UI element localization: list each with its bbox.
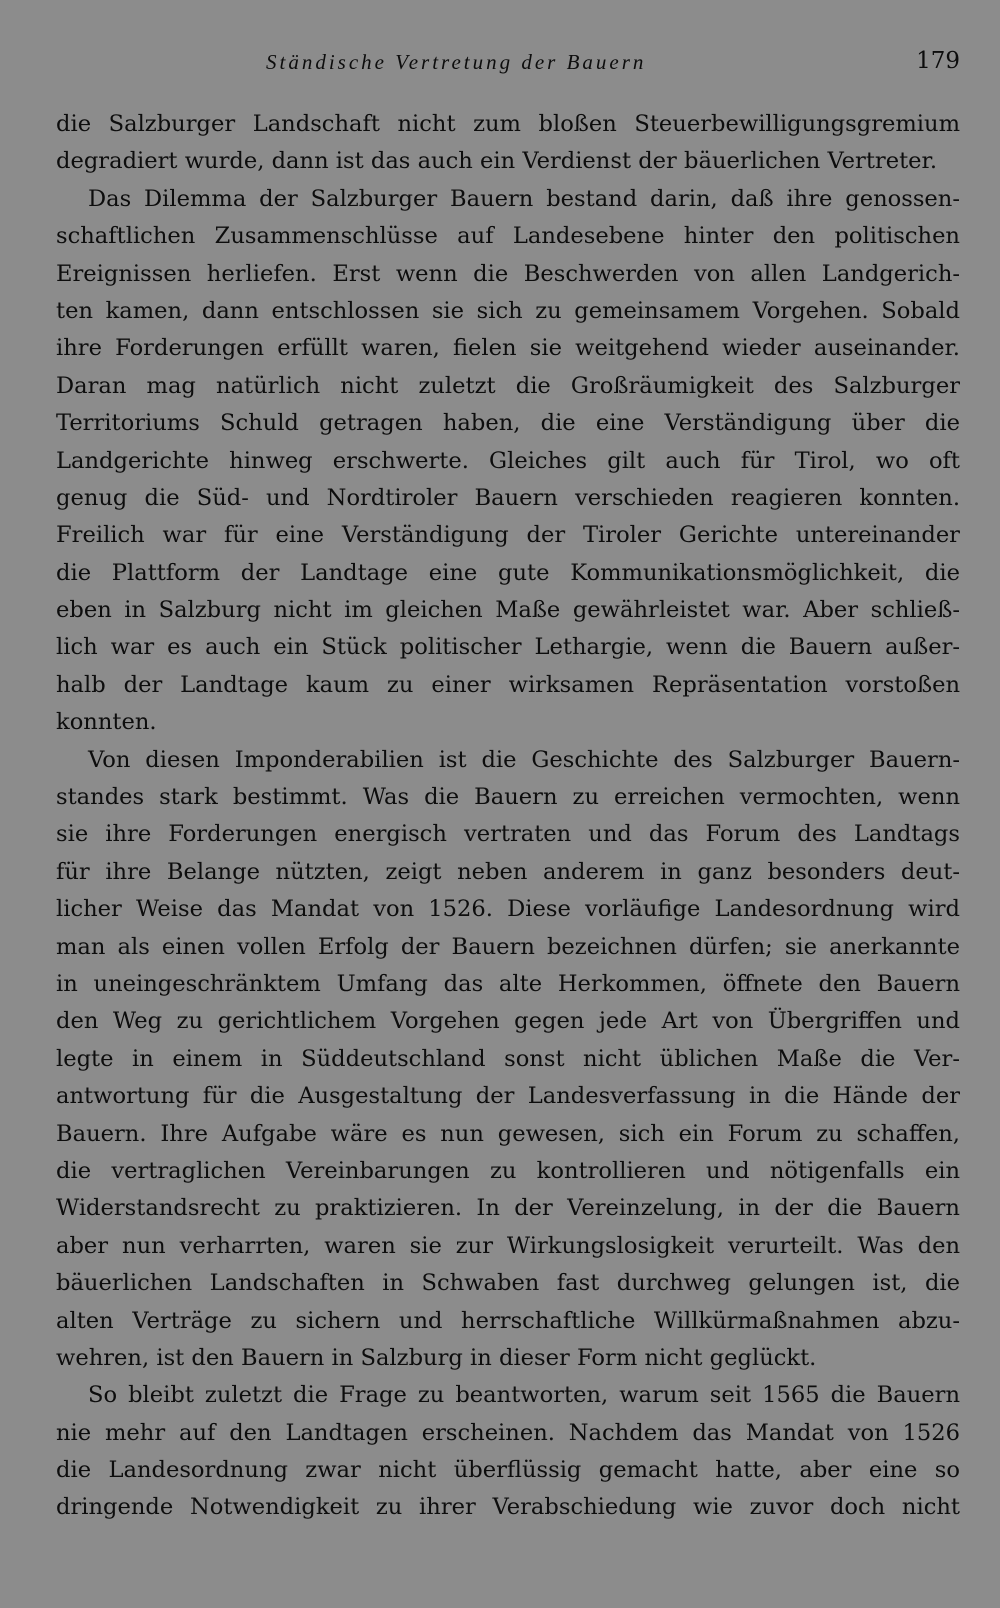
text-line: schaftlichen Zusammenschlüsse auf Landesebene hinter den politischen xyxy=(56,223,960,250)
text-line: Bauern. Ihre Aufgabe wäre es nun gewesen, sich ein Forum zu schaffen, xyxy=(56,1120,960,1147)
running-header xyxy=(56,46,962,86)
text-line: für ihre Belange nützten, zeigt neben anderem in ganz besonders deut- xyxy=(56,858,960,885)
text-line: wehren, ist den Bauern in Salzburg in dieser Form nicht geglückt. xyxy=(56,1344,817,1371)
text-line: Widerstandsrecht zu praktizieren. In der Vereinzelung, in der die Bauern xyxy=(56,1195,960,1222)
text-line: Freilich war für eine Verständigung der Tiroler Gerichte untereinander xyxy=(56,522,960,549)
text-line: aber nun verharrten, waren sie zur Wirkungslosigkeit verurteilt. Was den xyxy=(56,1232,960,1259)
paragraph xyxy=(56,106,960,181)
text-line: Daran mag natürlich nicht zuletzt die Großräumigkeit des Salzburger xyxy=(56,372,960,399)
paragraph xyxy=(56,742,960,1378)
text-line: standes stark bestimmt. Was die Bauern zu erreichen vermochten, wenn xyxy=(56,784,960,811)
text-line: legte in einem in Süddeutschland sonst nicht üblichen Maße die Ver- xyxy=(56,1045,960,1072)
text-line: ten kamen, dann entschlossen sie sich zu gemeinsamem Vorgehen. Sobald xyxy=(56,297,960,324)
text-line: bäuerlichen Landschaften in Schwaben fast durchweg gelungen ist, die xyxy=(56,1270,960,1297)
text-line: lich war es auch ein Stück politischer Lethargie, wenn die Bauern außer- xyxy=(56,634,960,661)
text-line: licher Weise das Mandat von 1526. Diese vorläufige Landesordnung wird xyxy=(56,896,960,923)
paragraph xyxy=(56,1377,960,1527)
text-line: sie ihre Forderungen energisch vertraten und das Forum des Landtags xyxy=(56,821,960,848)
text-line: Das Dilemma der Salzburger Bauern bestand darin, daß ihre genossen- xyxy=(88,185,960,212)
running-title: Ständische Vertretung der Bauern xyxy=(266,50,647,74)
text-line: So bleibt zuletzt die Frage zu beantworten, warum seit 1565 die Bauern xyxy=(88,1382,960,1409)
text-line: alten Verträge zu sichern und herrschaftliche Willkürmaßnahmen abzu- xyxy=(56,1307,960,1334)
text-line: die Landesordnung zwar nicht überflüssig gemacht hatte, aber eine so xyxy=(56,1457,960,1484)
text-line: konnten. xyxy=(56,709,157,736)
page-number: 179 xyxy=(916,48,960,74)
text-line: den Weg zu gerichtlichem Vorgehen gegen jede Art von Übergriffen und xyxy=(56,1008,960,1035)
text-line: die vertraglichen Vereinbarungen zu kontrollieren und nötigenfalls ein xyxy=(56,1157,960,1184)
text-line: Von diesen Imponderabilien ist die Geschichte des Salzburger Bauern- xyxy=(88,746,960,773)
text-line: eben in Salzburg nicht im gleichen Maße gewährleistet war. Aber schließ- xyxy=(56,597,960,624)
paragraph xyxy=(56,181,960,742)
text-line: dringende Notwendigkeit zu ihrer Verabschiedung wie zuvor doch nicht xyxy=(56,1494,960,1521)
text-line: antwortung für die Ausgestaltung der Landesverfassung in die Hände der xyxy=(56,1083,960,1110)
text-line: genug die Süd- und Nordtiroler Bauern verschieden reagieren konnten. xyxy=(56,484,960,511)
text-line: in uneingeschränktem Umfang das alte Herkommen, öffnete den Bauern xyxy=(56,970,960,997)
text-line: Territoriums Schuld getragen haben, die eine Verständigung über die xyxy=(56,410,960,437)
text-line: halb der Landtage kaum zu einer wirksamen Repräsentation vorstoßen xyxy=(56,671,960,698)
text-line: Landgerichte hinweg erschwerte. Gleiches gilt auch für Tirol, wo oft xyxy=(56,447,960,474)
text-line: die Plattform der Landtage eine gute Kommunikationsmöglichkeit, die xyxy=(56,559,960,586)
text-line: die Salzburger Landschaft nicht zum bloßen Steuerbewilligungsgremium xyxy=(56,111,960,137)
text-line: ihre Forderungen erfüllt waren, fielen sie weitgehend wieder auseinander. xyxy=(56,335,960,362)
text-line: nie mehr auf den Landtagen erscheinen. Nachdem das Mandat von 1526 xyxy=(56,1419,960,1446)
body-text xyxy=(56,106,960,1527)
text-line: degradiert wurde, dann ist das auch ein Verdienst der bäuerlichen Vertreter. xyxy=(56,148,938,175)
text-line: man als einen vollen Erfolg der Bauern bezeichnen dürfen; sie anerkannte xyxy=(56,933,960,960)
text-line: Ereignissen herliefen. Erst wenn die Beschwerden von allen Landgerich- xyxy=(56,260,960,287)
